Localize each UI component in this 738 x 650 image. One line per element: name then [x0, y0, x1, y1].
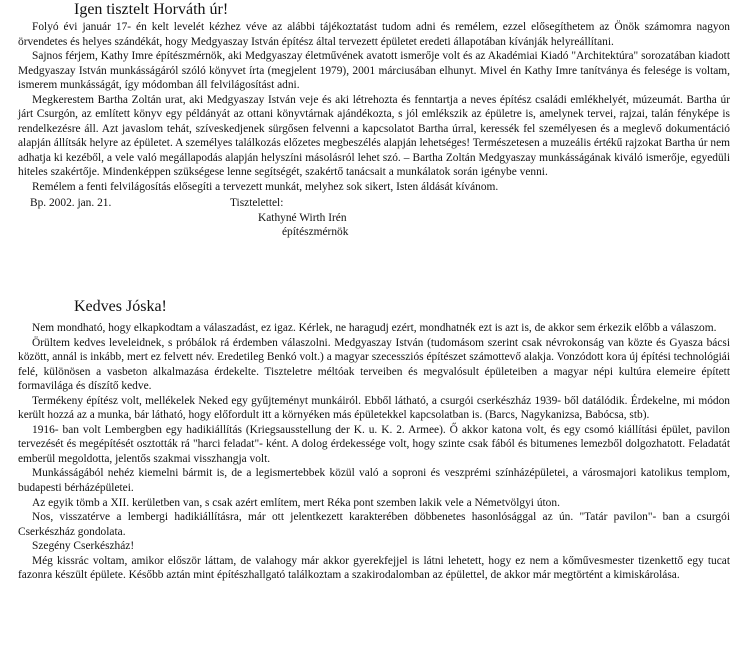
letter1-paragraph: Folyó évi január 17- én kelt levelét kézhez véve az alábbi tájékoztatást tudom adni és remélem, ezzel elősegíthetem az Önök számomra nagyon örvendetes és helyes szándékát, hogy Medgyaszay István építész által tervezett épületet eredeti állapotában kívánják helyreállítani.	[18, 21, 730, 48]
letter1-date-line	[18, 196, 730, 211]
letter2-paragraph: Örültem kedves leveleidnek, s próbálok rá érdemben válaszolni. Medgyaszay István (tudomásom szerint csak névrokonság van közte és Gyasza bácsi között, annál is inkább, mert ez felvett név. Eredetileg Benkó volt.) a magyar szecessziós építészet számottevő alakja. Vonzódott kora új építési technológiái felé, különösen a vasbeton alkalmazása érdekelte. Tiszteletre méltóak terveiben és megvalósult épületeiben a magyar népi kultúra elemeire épített formavilága és díszítő kedve.	[18, 336, 730, 393]
letter1-salutation: Igen tisztelt Horváth úr!	[74, 1, 229, 18]
letter1-date: Bp. 2002. jan. 21.	[30, 196, 112, 209]
letter2-paragraph: Az egyik tömb a XII. kerületben van, s csak azért említem, mert Réka pont szemben lakik vele a Németvölgyi úton.	[32, 496, 560, 509]
letter1-paragraph: Sajnos férjem, Kathy Imre építészmérnök, aki Medgyaszay életművének avatott ismerője volt és az Akadémiai Kiadó "Architektúra" sorozatában kiadott Medgyaszay István munkásságáról szóló könyvet írta (megjelent 1979), 2001 márciusában elhunyt. Mivel én Kathy Imre tanítványa és felesége is voltam, ismerem munkásságát, így módomban áll felvilágosítást adni.	[18, 50, 730, 92]
letter-to-horvath	[18, 0, 730, 240]
letter1-signature-name: Kathyné Wirth Irén	[258, 211, 347, 224]
letter1-paragraph: Megkerestem Bartha Zoltán urat, aki Medgyaszay István veje és aki létrehozta és fenntartja a neves építész családi emlékhelyét, múzeumát. Bartha úr járt Csurgón, az említett könyv egy példányát az ottani könyvtárnak ajándékozta, s jól emlékszik az épületre is, amelynek tervei, rajzai, talán fényképe is rendelkezésre áll. Azt javaslom tehát, szíveskedjenek sürgősen felvenni a kapcsolatot Bartha úrral, keressék fel személyesen és a meglevő dokumentáció alapján állítsák helyre az épületet. A személyes találkozás előzetes megbeszélés alapján lehetséges! Természetesen a muzeális értékű rajzokat Bartha úr nem adhatja ki kezéből, a vele való megállapodás alapján helyszíni másolásról lehet szó. – Bartha Zoltán Medgyaszay munkásságának kiváló ismerője, egyedüli hiteles szakértője. Mindenképpen szükségese lenne segítségét, szakértő tanácsait a munkálatok során igénybe venni.	[18, 93, 730, 179]
letter2-paragraph: Termékeny építész volt, mellékelek Neked egy gyűjteményt munkáiról. Ebből látható, a csurgói cserkészház 1939- ből datálódik. Érdekelne, mi módon került hozzá az a munka, bár látható, hogy előfordult itt a környéken más épületekkel kapcsolatban is. (Barcs, Nagykanizsa, Babócsa, stb).	[18, 394, 730, 422]
letter2-paragraph: Még kissrác voltam, amikor először láttam, de valahogy már akkor gyerekfejjel is látni lehetett, hogy ez nem a kőművesmester tizenkettő egy tucat fazonra készült épülete. Később aztán mint építészhallgató találkoztam a szakirodalomban az épülettel, de akkor már megtörtént a kimiskárolása.	[18, 554, 730, 582]
letter1-regards: Tisztelettel:	[230, 196, 284, 209]
letter2-paragraph: Nem mondható, hogy elkapkodtam a válaszadást, ez igaz. Kérlek, ne haragudj ezért, mondhatnék ezt is azt is, de akkor sem érkezik előbb a válaszom.	[32, 322, 717, 334]
letter1-paragraph: Remélem a fenti felvilágosítás elősegíti a tervezett munkát, melyhez sok sikert, Isten áldását kívánom.	[32, 181, 499, 194]
letter2-paragraph: Munkásságából nehéz kiemelni bármit is, de a legismertebbek közül való a soproni és veszprémi színházépületei, a városmajori katolikus templom, budapesti bérházépületei.	[18, 467, 730, 495]
letter2-paragraph: 1916- ban volt Lembergben egy hadikiállítás (Kriegsausstellung der K. u. K. 2. Armee). Ő akkor katona volt, és egy csomó kiállítási épület, pavilon tervezését és megépítését osztották rá "harci feladat"- ként. A dolog érdekessége volt, hogy szinte csak fából és bitumenes lemezből dolgozhatott. Feladatát emberül megoldotta, jelentős szakmai visszhangja volt.	[18, 423, 730, 465]
letter-to-joska	[18, 297, 730, 583]
letter2-paragraph: Szegény Cserkészház!	[32, 540, 135, 553]
letter2-paragraph: Nos, visszatérve a lembergi hadikiállításra, már ott jelentkezett karakterében döbbenetes hasonlósággal az ún. "Tatár pavilon"- ban a csurgói Cserkészház gondolata.	[18, 511, 730, 538]
letter2-salutation: Kedves Jóska!	[74, 298, 167, 315]
letter1-signature-title: építészmérnök	[282, 226, 349, 239]
